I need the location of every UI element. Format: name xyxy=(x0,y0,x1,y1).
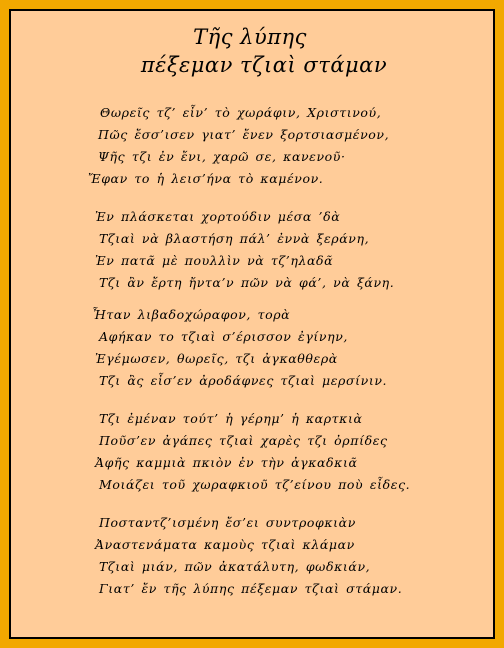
poem-line: Ἀναστενάματα καμοὺς τζιαὶ κλάμαν xyxy=(95,537,355,552)
poem-line: Τζι ἂν ἔρτη ἤντα’ν πῶν νὰ φά’, νὰ ξάνη. xyxy=(99,275,395,290)
poem-line: Τζι ἐμέναν τούτ’ ἡ γέρημ’ ἡ καρτκιὰ xyxy=(99,411,363,426)
poem-line: Ποῦσ’εν ἀγάπες τζιαὶ χαρὲς τζι ὀρπίδες xyxy=(99,433,388,448)
poem-line: Ἀφῆς καμμιὰ πκιὸν ἐν τὴν ἀγκαδκιᾶ xyxy=(95,455,358,470)
poem-line: Ποσταντζ’ισμένη ἔσ’ει συντροφκιὰν xyxy=(99,515,356,530)
poem-title-line-2: πέξεμαν τζιαὶ στάμαν xyxy=(140,53,388,77)
poem-line: Ἔφαν το ἡ λεισ’ήνα τὸ καμένον. xyxy=(88,171,324,186)
poem-line: Θωρεῖς τζ’ εἶν’ τὸ χωράφιν, Χριστινού, xyxy=(100,105,382,120)
poem-line: Ἐν πατᾶ μὲ πουλλὶν νὰ τζ’ηλαδᾶ xyxy=(95,253,334,268)
poem-line: Αφήκαν το τζιαὶ σ’έρισσον ἐγίνην, xyxy=(99,329,348,344)
poem-line: Πῶς ἔσσ’ισεν γιατ’ ἔνεν ξορτσιασμένον, xyxy=(98,127,390,142)
poem-line: Ἐγέμωσεν, θωρεῖς, τζι ἀγκαθθερὰ xyxy=(95,351,338,366)
poem-page xyxy=(11,11,493,637)
poem-line: Τζιαὶ νὰ βλαστήση πάλ’ ἐννὰ ξεράνη, xyxy=(99,231,370,246)
poem-line: Ἐν πλάσκεται χορτούδιν μέσα ’δὰ xyxy=(95,209,341,224)
poem-line: Ψῆς τζι ἐν ἔνι, χαρῶ σε, κανενοῦ· xyxy=(98,149,346,164)
poem-line: Μοιάζει τοῦ χωραφκιοῦ τζ’είνου ποὺ εἶδες. xyxy=(99,477,411,492)
poem-line: Ἦταν λιβαδοχώραφον, τορὰ xyxy=(92,307,291,322)
poem-line: Τζιαὶ μιάν, πῶν ἀκατάλυτη, φωδκιάν, xyxy=(99,559,371,574)
poem-line: Γιατ’ ἔν τῆς λύπης πέξεμαν τζιαὶ στάμαν. xyxy=(99,581,403,596)
poem-title-line-1: Τῆς λύπης xyxy=(193,25,307,49)
poem-line: Τζι ἂς εἶσ’εν ἀροδάφνες τζιαὶ μερσίνιν. xyxy=(99,373,388,388)
